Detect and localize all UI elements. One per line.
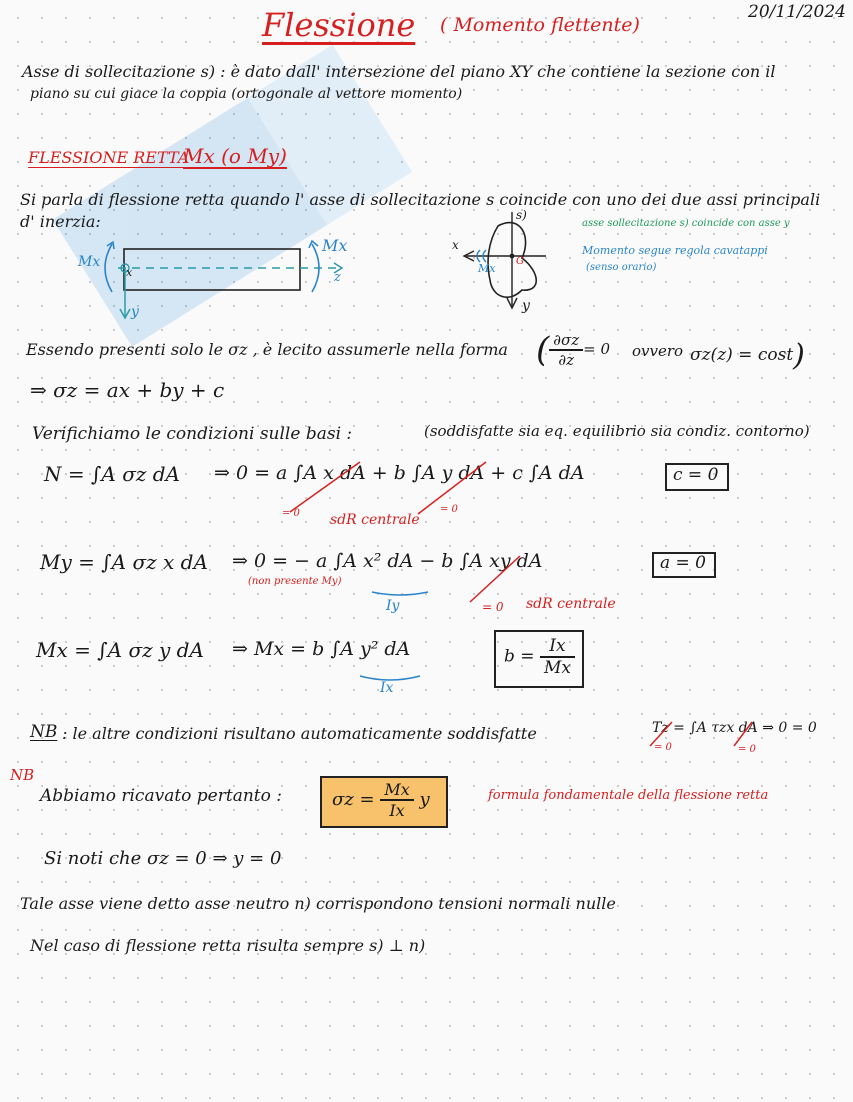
nb1-text: : le altre condizioni risultano automaticamente soddisfatte [62,724,537,743]
section-heading-moment: Mx (o My) [183,144,287,168]
section-s-label: s) [516,208,527,222]
page-subtitle: ( Momento flettente) [440,14,640,36]
section-y-label: y [522,298,530,314]
beam-mx-right: Mx [322,236,348,255]
beam-y-label: y [131,304,139,320]
eq-n-lhs: N = ∫A σz dA [44,462,180,486]
section-note-blue-2: (senso orario) [586,262,657,273]
neutral-line-1: Si noti che σz = 0 ⇒ y = 0 [44,848,282,869]
linear-form: ⇒ σz = ax + by + c [30,378,225,402]
intro-line-2: piano su cui giace la coppia (ortogonale al vettore momento) [30,86,463,102]
eq-my-zero: = 0 [482,600,504,614]
nb1-formula: Tz = ∫A τzx dA ⇒ 0 = 0 [652,720,817,736]
eq-n-zero-2: = 0 [440,504,458,515]
eq-my-note: sdR centrale [526,596,616,612]
section-note-green: asse sollecitazione s) coincide con asse y [582,218,790,229]
assumption-text: Essendo presenti solo le σz , è lecito assumerle nella forma [26,340,508,359]
eq-n-note: sdR centrale [330,512,420,528]
section-heading: FLESSIONE RETTA [28,148,190,167]
eq-my-lhs: My = ∫A σz x dA [40,550,208,574]
section-mx-label: Mx [478,262,496,275]
derivative-fraction: $\frac{\partial\sigma z}{\partial z}$ [549,331,583,369]
nb2-label: NB [10,766,35,784]
intro-line-1: Asse di sollecitazione s) : è dato dall' intersezione del piano XY che contiene la sezione con il [22,62,776,81]
fundamental-formula-note: formula fondamentale della flessione retta [488,788,769,803]
section-x-label: x [452,238,459,252]
fundamental-formula: σz = $\frac{Mx}{Ix}$ y [332,780,430,820]
assumption-or: ovvero [632,342,684,360]
assumption-derivative: ( $\frac{\partial\sigma z}{\partial z}$ = 0 [536,330,611,370]
eq-mx-mid: ⇒ Mx = b ∫A y² dA [232,638,411,660]
neutral-line-3: Nel caso di flessione retta risulta sempre s) ⊥ n) [30,936,426,955]
verify-text: Verifichiamo le condizioni sulle basi : [32,424,353,444]
definition-line-2: d' inerzia: [20,212,101,231]
eq-my-result: a = 0 [660,553,707,573]
neutral-line-2: Tale asse viene detto asse neutro n) corrispondono tensioni normali nulle [20,894,616,913]
nb1-zero-1: = 0 [654,742,672,753]
eq-my-mid: ⇒ 0 = − a ∫A x² dA − b ∫A xy dA [232,550,543,572]
beam-z-label: z [334,270,341,285]
verify-paren: (soddisfatte sia eq. equilibrio sia condiz. contorno) [424,422,810,440]
eq-my-iy: Iy [386,598,400,614]
eq-my-note-left: (non presente My) [248,576,342,587]
nb1-label: NB [30,722,58,742]
eq-mx-lhs: Mx = ∫A σz y dA [36,638,204,662]
beam-mx-left: Mx [78,254,101,270]
eq-mx-result: b = $\frac{Ix}{Mx}$ [504,636,575,678]
eq-mx-ix: Ix [380,680,394,696]
eq-n-result: c = 0 [673,465,719,485]
nb2-text: Abbiamo ricavato pertanto : [40,786,282,806]
beam-x-label: x [126,266,133,279]
section-note-blue-1: Momento segue regola cavatappi [582,244,768,257]
nb1-zero-2: = 0 [738,744,756,755]
assumption-const: σz(z) = cost) [690,338,805,373]
definition-line-1: Si parla di flessione retta quando l' asse di sollecitazione s coincide con uno dei due assi principali [20,190,821,209]
eq-n-mid: ⇒ 0 = a ∫A x dA + b ∫A y dA + c ∫A dA [214,462,585,484]
fundamental-formula-box [320,776,448,828]
page-title: Flessione [262,6,416,44]
section-g-label: G [516,256,524,267]
date: 20/11/2024 [748,2,846,22]
eq-n-zero-1: = 0 [282,508,300,519]
